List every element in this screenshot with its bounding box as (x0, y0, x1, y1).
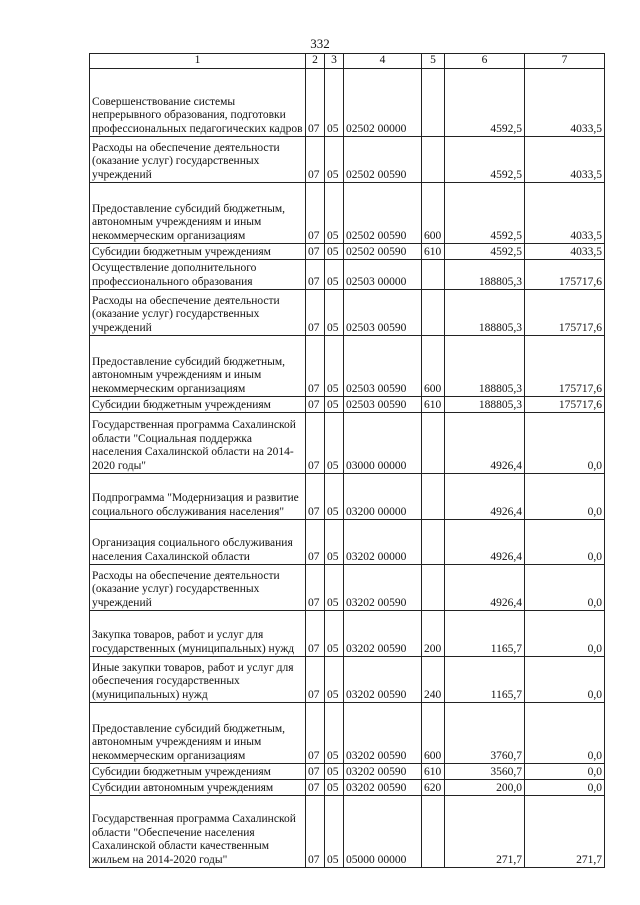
table-row (90, 703, 605, 764)
row-expense-type: 610 (422, 764, 445, 780)
row-target-article: 02503 00590 (344, 336, 422, 397)
row-section: 07 (306, 336, 325, 397)
row-amount-col6: 1165,7 (445, 657, 525, 703)
col-header-7: 7 (525, 54, 605, 69)
row-name: Субсидии бюджетным учреждениям (90, 397, 306, 413)
row-amount-col6: 4926,4 (445, 474, 525, 520)
row-amount-col6: 4926,4 (445, 413, 525, 474)
row-amount-col7: 0,0 (525, 520, 605, 565)
row-name: Предоставление субсидий бюджетным, автономным учреждениям и иным некоммерческим организациям (90, 703, 306, 764)
row-section: 07 (306, 474, 325, 520)
row-expense-type (422, 474, 445, 520)
row-expense-type: 600 (422, 336, 445, 397)
row-subsection: 05 (325, 611, 344, 657)
row-name: Субсидии бюджетным учреждениям (90, 764, 306, 780)
table-row (90, 69, 605, 137)
table-row (90, 780, 605, 796)
row-amount-col6: 4592,5 (445, 183, 525, 244)
row-subsection: 05 (325, 183, 344, 244)
row-expense-type: 240 (422, 657, 445, 703)
row-amount-col6: 3760,7 (445, 703, 525, 764)
row-target-article: 03202 00590 (344, 780, 422, 796)
table-row (90, 260, 605, 290)
row-subsection: 05 (325, 520, 344, 565)
row-amount-col6: 1165,7 (445, 611, 525, 657)
row-name: Предоставление субсидий бюджетным, автономным учреждениям и иным некоммерческим организациям (90, 183, 306, 244)
row-section: 07 (306, 780, 325, 796)
row-name: Расходы на обеспечение деятельности (оказание услуг) государственных учреждений (90, 137, 306, 183)
row-amount-col7: 0,0 (525, 764, 605, 780)
row-name: Расходы на обеспечение деятельности (оказание услуг) государственных учреждений (90, 290, 306, 336)
row-amount-col6: 188805,3 (445, 290, 525, 336)
row-target-article: 02502 00590 (344, 183, 422, 244)
row-name: Совершенствование системы непрерывного образования, подготовки профессиональных педагогических кадров (90, 69, 306, 137)
row-amount-col7: 0,0 (525, 657, 605, 703)
row-target-article: 02503 00590 (344, 397, 422, 413)
row-section: 07 (306, 520, 325, 565)
row-name: Государственная программа Сахалинской области "Социальная поддержка населения Сахалинской области на 2014-2020 годы" (90, 413, 306, 474)
row-subsection: 05 (325, 137, 344, 183)
row-subsection: 05 (325, 565, 344, 611)
row-subsection: 05 (325, 796, 344, 868)
row-section: 07 (306, 69, 325, 137)
row-name: Закупка товаров, работ и услуг для государственных (муниципальных) нужд (90, 611, 306, 657)
row-name: Государственная программа Сахалинской области "Обеспечение населения Сахалинской области качественным жильем на 2014-2020 годы" (90, 796, 306, 868)
row-expense-type: 200 (422, 611, 445, 657)
page-number: 332 (310, 36, 330, 51)
row-amount-col6: 4926,4 (445, 520, 525, 565)
row-expense-type: 610 (422, 244, 445, 260)
table-row (90, 520, 605, 565)
row-amount-col7: 0,0 (525, 611, 605, 657)
table-row (90, 796, 605, 868)
row-name: Предоставление субсидий бюджетным, автономным учреждениям и иным некоммерческим организациям (90, 336, 306, 397)
row-name: Субсидии автономным учреждениям (90, 780, 306, 796)
row-amount-col7: 175717,6 (525, 397, 605, 413)
col-header-2: 2 (306, 54, 325, 69)
row-amount-col7: 271,7 (525, 796, 605, 868)
row-subsection: 05 (325, 780, 344, 796)
row-section: 07 (306, 244, 325, 260)
row-target-article: 03200 00000 (344, 474, 422, 520)
row-amount-col6: 4592,5 (445, 137, 525, 183)
row-subsection: 05 (325, 657, 344, 703)
row-target-article: 03202 00590 (344, 657, 422, 703)
row-amount-col6: 4926,4 (445, 565, 525, 611)
row-subsection: 05 (325, 290, 344, 336)
row-amount-col6: 4592,5 (445, 244, 525, 260)
row-section: 07 (306, 290, 325, 336)
row-expense-type: 600 (422, 703, 445, 764)
row-amount-col7: 0,0 (525, 780, 605, 796)
table-header-row (90, 54, 605, 69)
row-subsection: 05 (325, 244, 344, 260)
row-expense-type (422, 520, 445, 565)
row-subsection: 05 (325, 474, 344, 520)
row-subsection: 05 (325, 703, 344, 764)
row-amount-col7: 4033,5 (525, 137, 605, 183)
row-subsection: 05 (325, 336, 344, 397)
row-amount-col6: 188805,3 (445, 260, 525, 290)
row-target-article: 03202 00000 (344, 520, 422, 565)
row-name: Осуществление дополнительного профессионального образования (90, 260, 306, 290)
row-section: 07 (306, 657, 325, 703)
row-amount-col7: 175717,6 (525, 336, 605, 397)
table-row (90, 336, 605, 397)
row-target-article: 02502 00590 (344, 137, 422, 183)
col-header-1: 1 (90, 54, 306, 69)
row-expense-type: 610 (422, 397, 445, 413)
row-expense-type (422, 260, 445, 290)
row-name: Организация социального обслуживания населения Сахалинской области (90, 520, 306, 565)
table-row (90, 565, 605, 611)
table-row (90, 611, 605, 657)
table-row (90, 137, 605, 183)
row-amount-col7: 4033,5 (525, 244, 605, 260)
col-header-3: 3 (325, 54, 344, 69)
row-subsection: 05 (325, 397, 344, 413)
table-row (90, 474, 605, 520)
row-target-article: 03202 00590 (344, 611, 422, 657)
row-amount-col6: 188805,3 (445, 397, 525, 413)
table-row (90, 764, 605, 780)
row-amount-col7: 4033,5 (525, 69, 605, 137)
row-expense-type (422, 796, 445, 868)
row-amount-col7: 0,0 (525, 565, 605, 611)
row-section: 07 (306, 611, 325, 657)
row-target-article: 05000 00000 (344, 796, 422, 868)
row-section: 07 (306, 137, 325, 183)
col-header-6: 6 (445, 54, 525, 69)
row-subsection: 05 (325, 413, 344, 474)
row-section: 07 (306, 565, 325, 611)
row-target-article: 03202 00590 (344, 703, 422, 764)
row-section: 07 (306, 260, 325, 290)
row-amount-col6: 271,7 (445, 796, 525, 868)
row-subsection: 05 (325, 260, 344, 290)
row-amount-col7: 0,0 (525, 413, 605, 474)
row-subsection: 05 (325, 764, 344, 780)
table-row (90, 397, 605, 413)
row-amount-col6: 188805,3 (445, 336, 525, 397)
row-amount-col7: 0,0 (525, 703, 605, 764)
row-expense-type: 600 (422, 183, 445, 244)
table-row (90, 657, 605, 703)
row-expense-type (422, 69, 445, 137)
table-row (90, 183, 605, 244)
row-target-article: 03202 00590 (344, 764, 422, 780)
row-target-article: 03202 00590 (344, 565, 422, 611)
row-subsection: 05 (325, 69, 344, 137)
row-name: Иные закупки товаров, работ и услуг для обеспечения государственных (муниципальных) нужд (90, 657, 306, 703)
row-section: 07 (306, 703, 325, 764)
row-section: 07 (306, 183, 325, 244)
row-expense-type (422, 290, 445, 336)
table-row (90, 290, 605, 336)
row-name: Подпрограмма "Модернизация и развитие социального обслуживания населения" (90, 474, 306, 520)
row-amount-col7: 4033,5 (525, 183, 605, 244)
row-name: Расходы на обеспечение деятельности (оказание услуг) государственных учреждений (90, 565, 306, 611)
budget-table (89, 53, 605, 868)
row-name: Субсидии бюджетным учреждениям (90, 244, 306, 260)
col-header-5: 5 (422, 54, 445, 69)
row-target-article: 02503 00000 (344, 260, 422, 290)
row-amount-col7: 0,0 (525, 474, 605, 520)
table-row (90, 244, 605, 260)
row-amount-col6: 3560,7 (445, 764, 525, 780)
row-target-article: 03000 00000 (344, 413, 422, 474)
row-section: 07 (306, 796, 325, 868)
row-amount-col7: 175717,6 (525, 290, 605, 336)
row-section: 07 (306, 397, 325, 413)
row-target-article: 02502 00590 (344, 244, 422, 260)
row-amount-col6: 200,0 (445, 780, 525, 796)
row-section: 07 (306, 764, 325, 780)
row-section: 07 (306, 413, 325, 474)
row-target-article: 02502 00000 (344, 69, 422, 137)
row-expense-type (422, 565, 445, 611)
row-amount-col6: 4592,5 (445, 69, 525, 137)
row-expense-type: 620 (422, 780, 445, 796)
table-row (90, 413, 605, 474)
row-expense-type (422, 137, 445, 183)
row-amount-col7: 175717,6 (525, 260, 605, 290)
col-header-4: 4 (344, 54, 422, 69)
row-target-article: 02503 00590 (344, 290, 422, 336)
row-expense-type (422, 413, 445, 474)
